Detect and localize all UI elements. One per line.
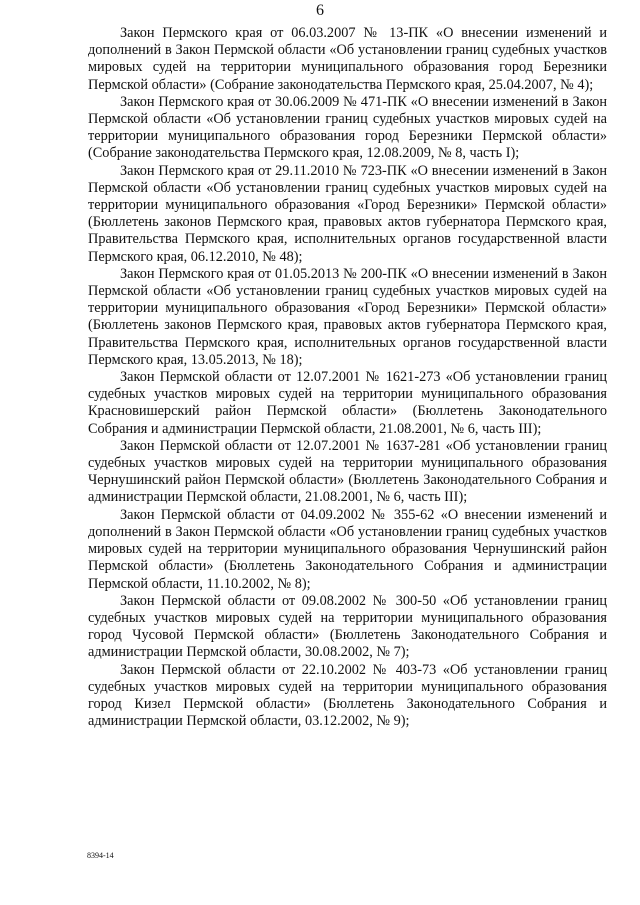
law-reference-paragraph: Закон Пермского края от 30.06.2009 № 471-ПК «О внесении изменений в Закон Пермской области «Об установлении границ судебных участков мировых судей на территории муниципального образования город Березники Пермской области» (Собрание законодательства Пермского края, 12.08.2009, № 8, часть I); <box>88 93 607 162</box>
document-code-footer: 8394-14 <box>87 851 114 860</box>
law-reference-paragraph: Закон Пермской области от 12.07.2001 № 1637-281 «Об установлении границ судебных участков мировых судей на территории муниципального образования Чернушинский район Пермской области» (Бюллетень Законодательного Собрания и администрации Пермской области, 21.08.2001, № 6, часть III); <box>88 437 607 506</box>
law-reference-paragraph: Закон Пермской области от 04.09.2002 № 355-62 «О внесении изменений и дополнений в Закон Пермской области «Об установлении границ судебных участков мировых судей на территории муниципального образования Чернушинский район Пермской области» (Бюллетень Законодательного Собрания и администрации Пермской области, 11.10.2002, № 8); <box>88 506 607 592</box>
page-number: 6 <box>316 2 324 19</box>
law-reference-paragraph: Закон Пермской области от 09.08.2002 № 300-50 «Об установлении границ судебных участков мировых судей на территории муниципального образования город Чусовой Пермской области» (Бюллетень Законодательного Собрания и администрации Пермской области, 30.08.2002, № 7); <box>88 592 607 661</box>
law-reference-paragraph: Закон Пермского края от 01.05.2013 № 200-ПК «О внесении изменений в Закон Пермской области «Об установлении границ судебных участков мировых судей на территории муниципального образования «Город Березники» Пермской области» (Бюллетень законов Пермского края, правовых актов губернатора Пермского края, Правительства Пермского края, исполнительных органов государственной власти Пермского края, 13.05.2013, № 18); <box>88 265 607 368</box>
law-reference-paragraph: Закон Пермской области от 22.10.2002 № 403-73 «Об установлении границ судебных участков мировых судей на территории муниципального образования город Кизел Пермской области» (Бюллетень Законодательного Собрания и администрации Пермской области, 03.12.2002, № 9); <box>88 661 607 730</box>
law-reference-paragraph: Закон Пермского края от 06.03.2007 № 13-ПК «О внесении изменений и дополнений в Закон Пермской области «Об установлении границ судебных участков мировых судей на территории муниципального образования город Березники Пермской области» (Собрание законодательства Пермского края, 25.04.2007, № 4); <box>88 25 607 93</box>
law-reference-paragraph: Закон Пермской области от 12.07.2001 № 1621-273 «Об установлении границ судебных участков мировых судей на территории муниципального образования Красновишерский район Пермской области» (Бюллетень Законодательного Собрания и администрации Пермской области, 21.08.2001, № 6, часть III); <box>88 369 607 437</box>
document-body <box>88 25 607 730</box>
law-reference-paragraph: Закон Пермского края от 29.11.2010 № 723-ПК «О внесении изменений в Закон Пермской области «Об установлении границ судебных участков мировых судей на территории муниципального образования «Город Березники» Пермской области» (Бюллетень законов Пермского края, правовых актов губернатора Пермского края, Правительства Пермского края, исполнительных органов государственной власти Пермского края, 06.12.2010, № 48); <box>88 162 607 265</box>
